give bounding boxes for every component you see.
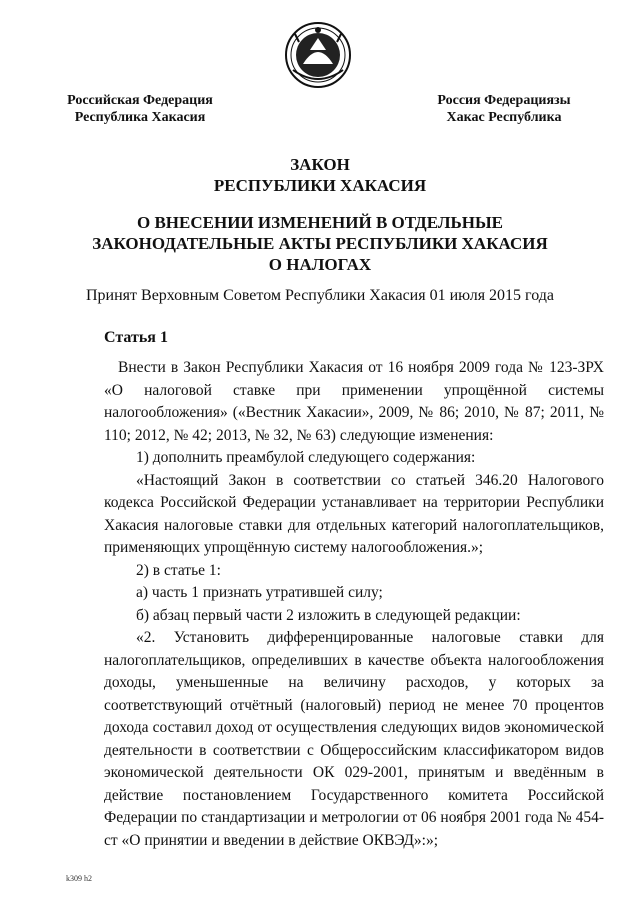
footer-code: k309 h2 [66,874,92,883]
header-left-line2: Республика Хакасия [74,110,206,125]
coat-of-arms-emblem [283,20,353,90]
subject-line-2: ЗАКОНОДАТЕЛЬНЫЕ АКТЫ РЕСПУБЛИКИ ХАКАСИЯ [92,234,548,253]
paragraph: «2. Установить дифференцированные налоговые ставки для налогоплательщиков, определивших в качестве объекта налогообложения доходы, уменьшенные на величину расходов, у которых за соответствующий отчётный (налоговый) период не менее 70 процентов дохода составил доход от осуществления следующих видов экономической деятельности в соответствии с Общероссийским классификатором видов экономической деятельности ОК 029-2001, принятым и введённым в действие постановлением Государственного комитета Российской Федерации по стандартизации и метрологии от 06 ноября 2001 года № 454-ст «О принятии и введении в действие ОКВЭД»:»; [104,629,604,849]
subject-line-3: О НАЛОГАХ [268,255,372,274]
article-body [104,357,604,852]
doc-type-title: ЗАКОН [290,155,350,174]
adoption-line: Принят Верховным Советом Республики Хакасия 01 июля 2015 года [85,287,554,304]
paragraph: 2) в статье 1: [136,561,221,579]
paragraph: Внести в Закон Республики Хакасия от 16 ноября 2009 года № 123-ЗРХ «О налоговой ставке при применении упрощённой системы налогообложения» («Вестник Хакасии», 2009, № 86; 2010, № 87; 2011, № 110; 2012, № 42; 2013, № 32, № 63) следующие изменения: [104,359,604,444]
header-right-line1: Россия Федерациязы [437,93,571,108]
paragraph: б) абзац первый части 2 изложить в следующей редакции: [136,606,521,624]
doc-issuer-title: РЕСПУБЛИКИ ХАКАСИЯ [213,176,427,195]
subject-line-1: О ВНЕСЕНИИ ИЗМЕНЕНИЙ В ОТДЕЛЬНЫЕ [136,213,504,232]
article-heading: Статья 1 [104,329,168,346]
header-left-block [66,92,214,126]
paragraph: «Настоящий Закон в соответствии со статьей 346.20 Налогового кодекса Российской Федерации устанавливает на территории Республики Хакасия налоговые ставки для отдельных категорий налогоплательщиков, применяющих упрощённую систему налогообложения.»; [104,471,604,556]
paragraph: 1) дополнить преамбулой следующего содержания: [136,449,476,466]
header-right-line2: Хакас Республика [446,110,562,125]
paragraph: а) часть 1 признать утратившей силу; [136,584,383,601]
header-left-line1: Российская Федерация [67,93,213,108]
header-right-block [428,92,580,126]
